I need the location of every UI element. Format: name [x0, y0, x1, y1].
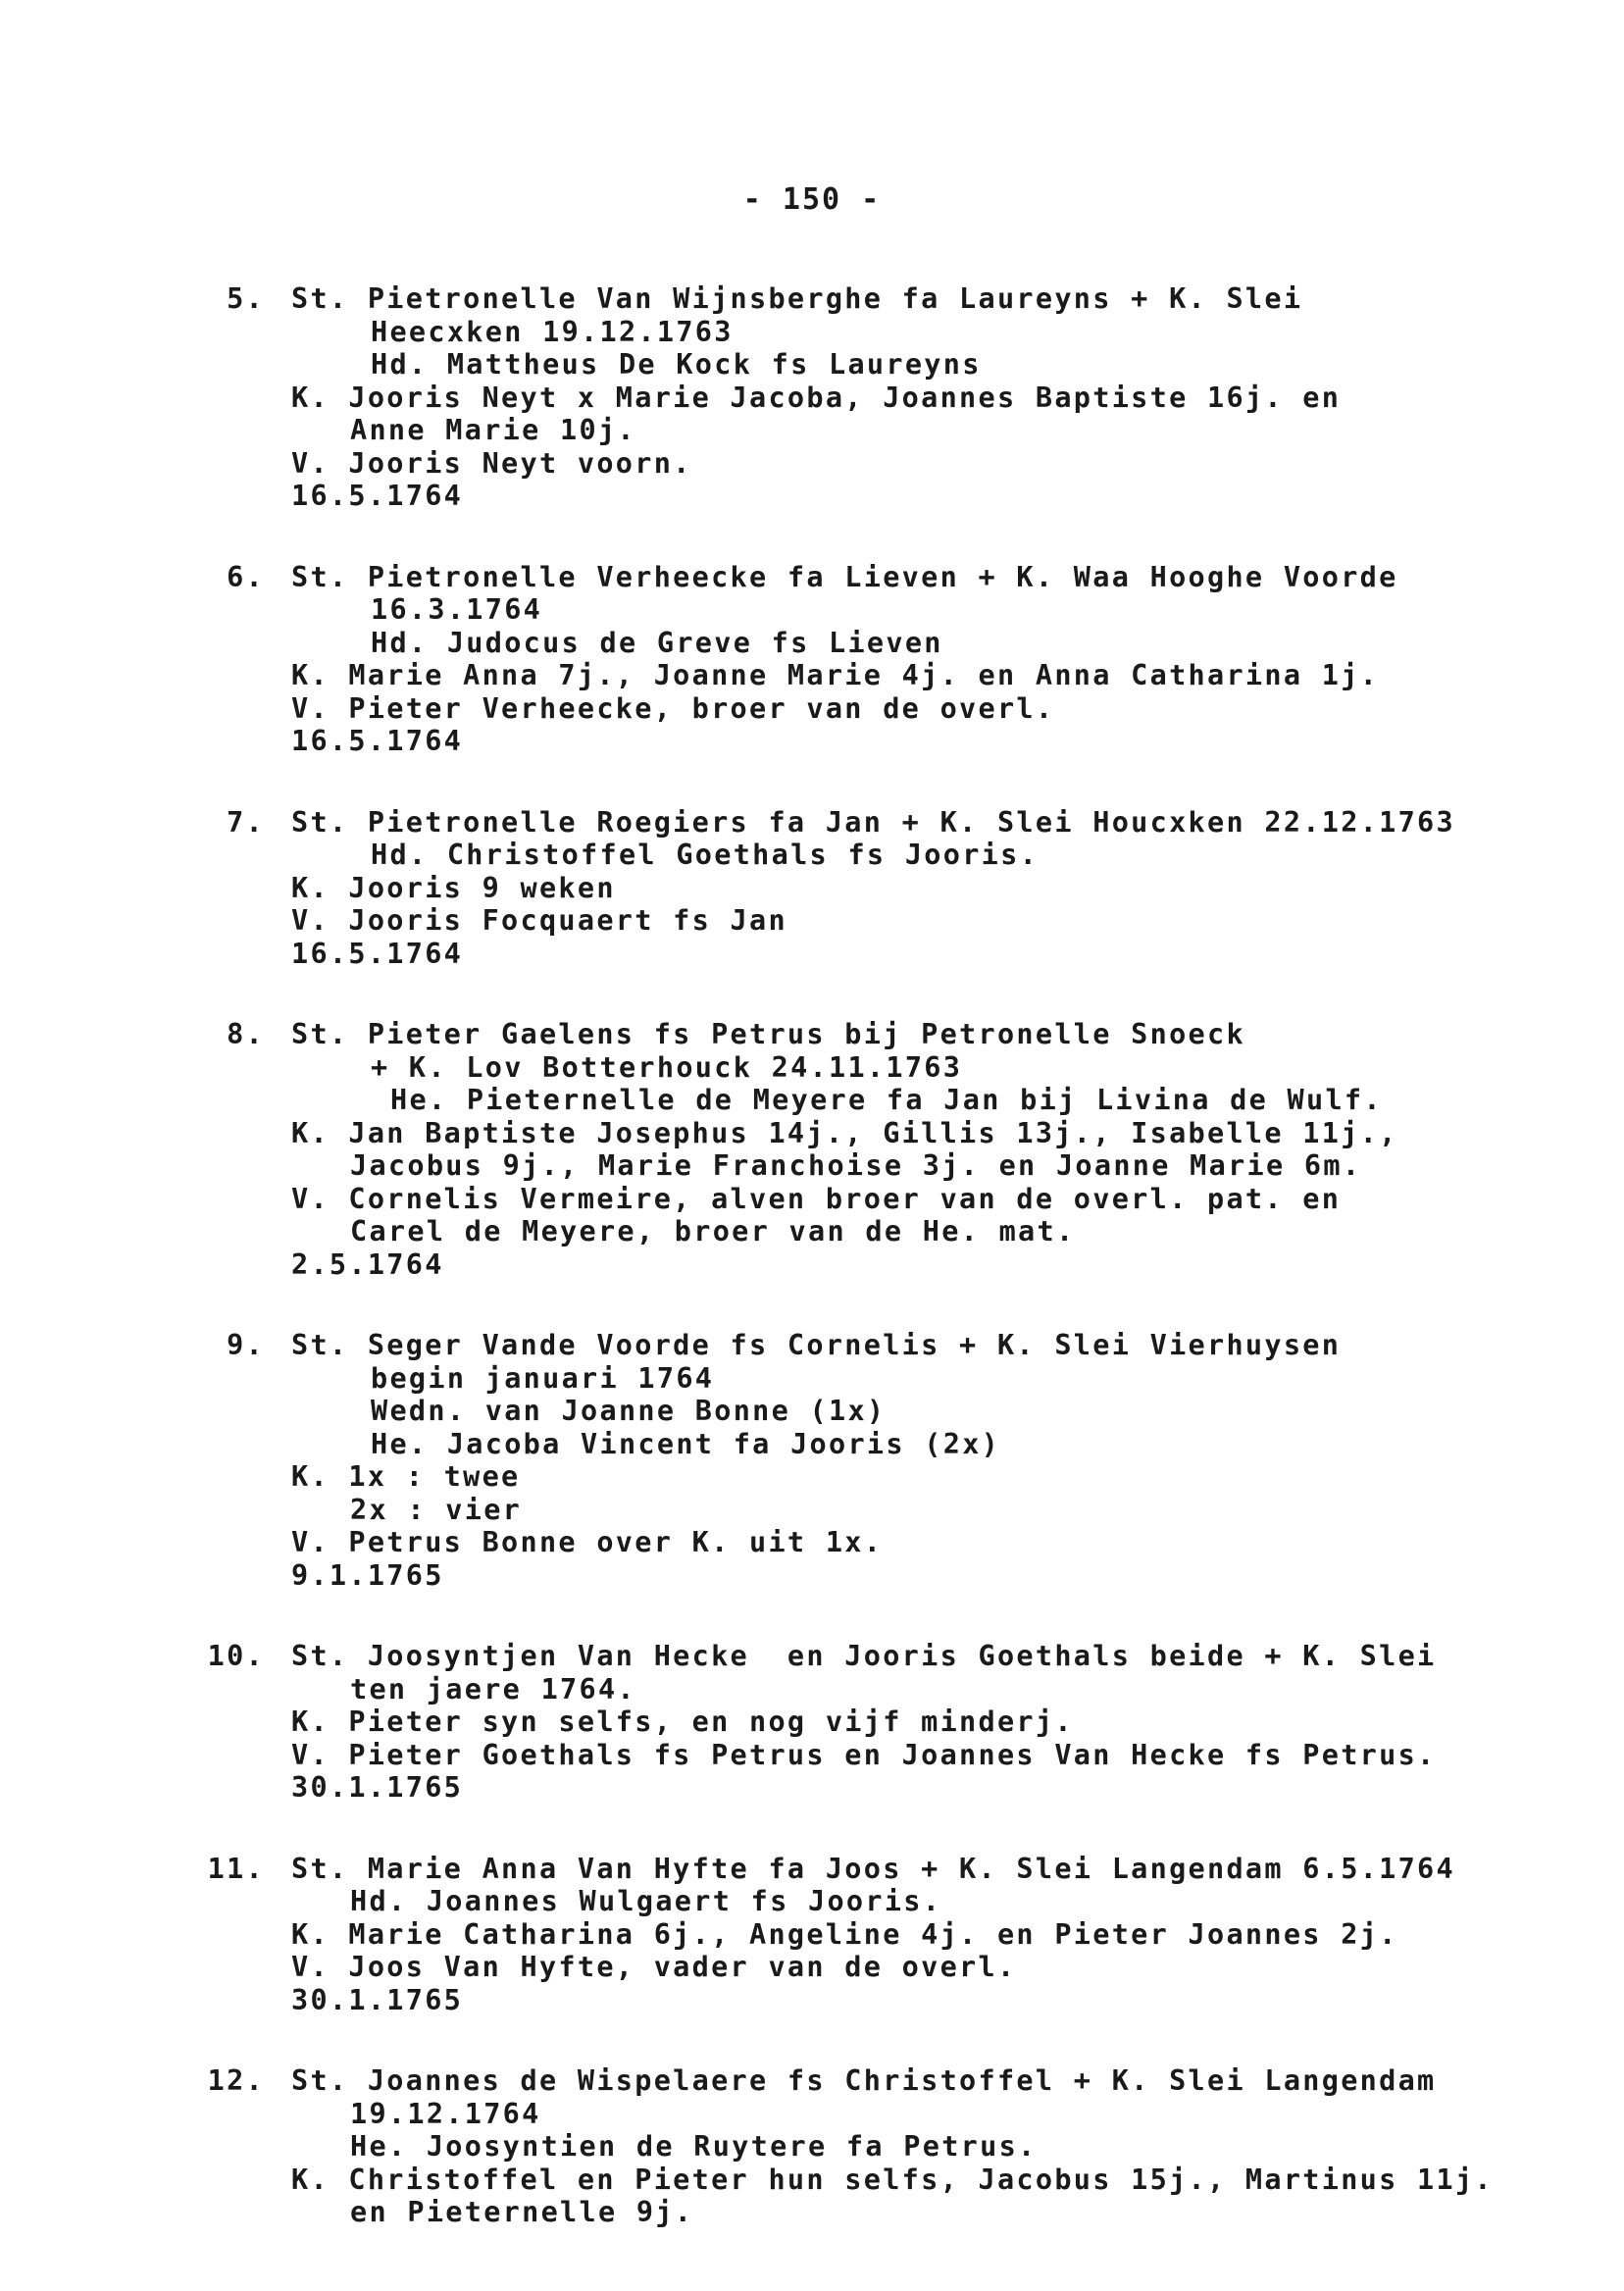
entry-number: 5. [227, 282, 265, 315]
entry-line: He. Pieternelle de Meyere fa Jan bij Livina de Wulf. [390, 1084, 1383, 1116]
entry-line: + K. Lov Botterhouck 24.11.1763 [371, 1050, 963, 1084]
entry-line: K. 1x : twee [291, 1460, 521, 1493]
entry-line: 30.1.1765 [291, 1983, 464, 2016]
entry-line: K. Jan Baptiste Josephus 14j., Gillis 13j., Isabelle 11j., [291, 1116, 1398, 1149]
entry-line: Wedn. van Joanne Bonne (1x) [371, 1395, 887, 1427]
entry-number: 7. [227, 805, 265, 839]
entry-line: K. Jooris Neyt x Marie Jacoba, Joannes Baptiste 16j. en [291, 381, 1342, 414]
entry-line: V. Joos Van Hyfte, vader van de overl. [291, 1951, 1017, 1983]
entry-number: 10. [207, 1640, 265, 1672]
entry-line: Hd. Mattheus De Kock fs Laureyns [371, 348, 982, 381]
entry-line: K. Jooris 9 weken [291, 871, 616, 904]
entry-line: K. Marie Catharina 6j., Angeline 4j. en Pieter Joannes 2j. [291, 1917, 1398, 1951]
entry-line: en Pieternelle 9j. [350, 2196, 694, 2228]
entry-line: Hd. Judocus de Greve fs Lieven [371, 626, 943, 659]
entry-line: K. Pieter syn selfs, en nog vijf minderj. [291, 1706, 1074, 1738]
entry-line: 16.5.1764 [291, 480, 464, 512]
entry-line: K. Marie Anna 7j., Joanne Marie 4j. en Anna Catharina 1j. [291, 659, 1380, 691]
entry-number: 11. [207, 1852, 265, 1885]
entry-line: V. Jooris Neyt voorn. [291, 446, 692, 480]
entry-line: 9.1.1765 [291, 1558, 444, 1592]
entry-number: 12. [207, 2064, 265, 2097]
entry-line: K. Christoffel en Pieter hun selfs, Jacobus 15j., Martinus 11j. [291, 2163, 1494, 2196]
entry-line: ten jaere 1764. [350, 1672, 636, 1706]
entry-line: St. Pietronelle Roegiers fa Jan + K. Slei Houcxken 22.12.1763 [291, 805, 1455, 839]
entry-line: Anne Marie 10j. [350, 414, 636, 446]
entry-line: 16.5.1764 [291, 937, 464, 970]
entry [0, 806, 1624, 971]
entry-line: St. Pietronelle Van Wijnsberghe fa Laureyns + K. Slei [291, 282, 1303, 315]
entry [0, 1853, 1624, 2017]
page-number: - 150 - [742, 182, 882, 217]
entry [0, 1329, 1624, 1592]
entry [0, 2064, 1624, 2229]
entry-line: V. Jooris Focquaert fs Jan [291, 904, 787, 937]
entry-number: 6. [227, 560, 265, 593]
entry-line: Hd. Joannes Wulgaert fs Jooris. [350, 1885, 942, 1917]
entry-line: He. Joosyntien de Ruytere fa Petrus. [350, 2130, 1038, 2163]
entry-line: St. Marie Anna Van Hyfte fa Joos + K. Slei Langendam 6.5.1764 [291, 1852, 1455, 1885]
entry-line: St. Joosyntjen Van Hecke en Jooris Goethals beide + K. Slei [291, 1640, 1437, 1672]
entry-line: St. Pietronelle Verheecke fa Lieven + K. Waa Hooghe Voorde [291, 560, 1398, 593]
entry-line: V. Pieter Verheecke, broer van de overl. [291, 691, 1055, 725]
entry-line: 16.5.1764 [291, 725, 464, 757]
entry-line: Heecxken 19.12.1763 [371, 315, 734, 348]
entry-number: 9. [227, 1329, 265, 1361]
entry [0, 1640, 1624, 1805]
entry-line: He. Jacoba Vincent fa Jooris (2x) [371, 1427, 1001, 1460]
entry-line: 16.3.1764 [371, 593, 543, 626]
entry-line: Jacobus 9j., Marie Franchoise 3j. en Joanne Marie 6m. [350, 1149, 1362, 1182]
entry-line: V. Cornelis Vermeire, alven broer van de overl. pat. en [291, 1182, 1342, 1215]
entry-line: 2.5.1764 [291, 1247, 444, 1281]
entry-line: 30.1.1765 [291, 1771, 464, 1804]
entry-line: St. Pieter Gaelens fs Petrus bij Petronelle Snoeck [291, 1018, 1245, 1050]
entry-line: 2x : vier [350, 1493, 523, 1526]
entry-line: V. Petrus Bonne over K. uit 1x. [291, 1526, 884, 1558]
entry-line: 19.12.1764 [350, 2097, 541, 2130]
entry-number: 8. [227, 1018, 265, 1050]
entry-line: begin januari 1764 [371, 1361, 715, 1395]
entry-line: Hd. Christoffel Goethals fs Jooris. [371, 839, 1040, 871]
entry [0, 1018, 1624, 1281]
entry-line: Carel de Meyere, broer van de He. mat. [350, 1215, 1076, 1247]
entry-line: St. Seger Vande Voorde fs Cornelis + K. Slei Vierhuysen [291, 1329, 1342, 1361]
entry-line: St. Joannes de Wispelaere fs Christoffel + K. Slei Langendam [291, 2064, 1437, 2097]
entry [0, 561, 1624, 758]
entry [0, 282, 1624, 513]
entry-line: V. Pieter Goethals fs Petrus en Joannes Van Hecke fs Petrus. [291, 1738, 1437, 1771]
entry-list [0, 282, 1624, 2277]
